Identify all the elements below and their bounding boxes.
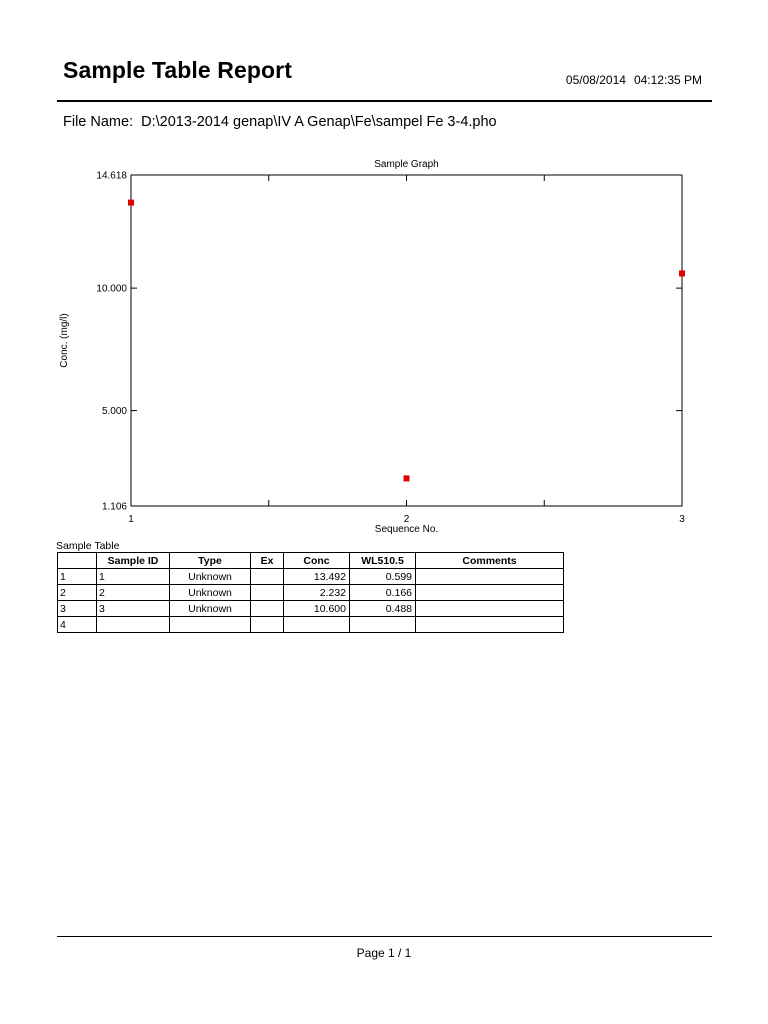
conc-cell: 10.600 <box>284 601 350 617</box>
col-header-type: Type <box>170 553 251 569</box>
col-header-ex: Ex <box>251 553 284 569</box>
data-point <box>404 475 410 481</box>
row-index: 4 <box>58 617 97 633</box>
row-index: 2 <box>58 585 97 601</box>
x-tick-label: 1 <box>128 514 134 525</box>
row-index: 3 <box>58 601 97 617</box>
sample-id-cell: 2 <box>97 585 170 601</box>
data-point <box>679 270 685 276</box>
col-header-conc: Conc <box>284 553 350 569</box>
ex-cell <box>251 617 284 633</box>
sample-id-cell: 1 <box>97 569 170 585</box>
comments-cell <box>416 569 564 585</box>
type-cell: Unknown <box>170 601 251 617</box>
row-index: 1 <box>58 569 97 585</box>
type-cell: Unknown <box>170 585 251 601</box>
table-row <box>58 585 564 601</box>
y-tick-label: 10.000 <box>96 283 127 295</box>
x-tick-label: 3 <box>679 514 685 525</box>
wl-cell <box>350 617 416 633</box>
col-header-index <box>58 553 97 569</box>
comments-cell <box>416 585 564 601</box>
ex-cell <box>251 569 284 585</box>
conc-cell: 13.492 <box>284 569 350 585</box>
y-tick-label: 1.106 <box>101 501 127 513</box>
wl-cell: 0.599 <box>350 569 416 585</box>
report-date: 05/08/2014 <box>565 73 626 87</box>
wl-cell: 0.166 <box>350 585 416 601</box>
type-cell <box>170 617 251 633</box>
comments-cell <box>416 617 564 633</box>
y-tick-label: 5.000 <box>101 406 127 418</box>
file-name-label: File Name: <box>63 114 134 130</box>
sample-id-cell <box>97 617 170 633</box>
wl-cell: 0.488 <box>350 601 416 617</box>
file-path: D:\2013-2014 genap\IV A Genap\Fe\sampel Fe 3-4.pho <box>141 114 497 130</box>
x-axis-label: Sequence No. <box>374 524 439 535</box>
x-tick-label: 2 <box>403 514 410 525</box>
footer-divider <box>57 936 712 937</box>
col-header-wl: WL510.5 <box>350 553 416 569</box>
report-title: Sample Table Report <box>63 57 292 83</box>
page-number: Page 1 / 1 <box>356 946 412 960</box>
comments-cell <box>416 601 564 617</box>
sample-table <box>57 552 564 633</box>
type-cell: Unknown <box>170 569 251 585</box>
col-header-sample-id: Sample ID <box>97 553 170 569</box>
table-header-row <box>58 553 564 569</box>
table-row <box>58 617 564 633</box>
conc-cell <box>284 617 350 633</box>
sample-id-cell: 3 <box>97 601 170 617</box>
ex-cell <box>251 601 284 617</box>
y-axis-label: Conc. (mg/l) <box>59 313 70 368</box>
data-point <box>128 200 134 206</box>
table-row <box>58 601 564 617</box>
report-time: 04:12:35 PM <box>633 73 702 87</box>
table-row <box>58 569 564 585</box>
ex-cell <box>251 585 284 601</box>
plot-frame <box>131 175 682 506</box>
table-caption: Sample Table <box>56 540 120 552</box>
y-tick-label: 14.618 <box>96 170 127 182</box>
conc-cell: 2.232 <box>284 585 350 601</box>
col-header-comments: Comments <box>416 553 564 569</box>
chart-title: Sample Graph <box>374 159 439 170</box>
